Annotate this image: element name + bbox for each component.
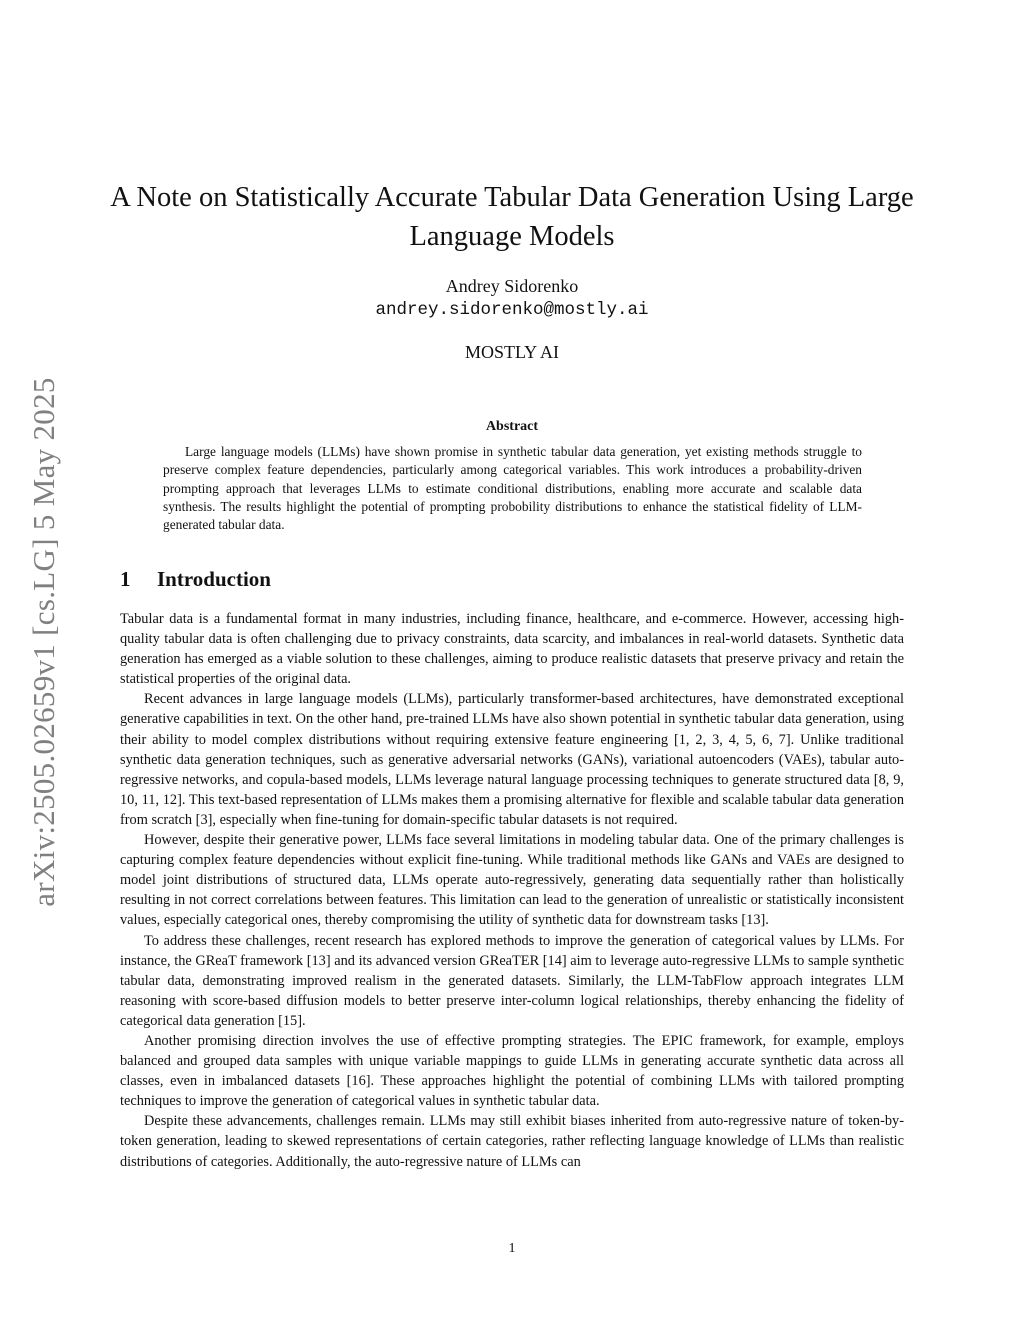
paper-title: A Note on Statistically Accurate Tabular Data Generation Using Large Language Models — [110, 182, 914, 252]
section-title: Introduction — [157, 567, 271, 591]
section-number: 1 — [120, 567, 131, 591]
author-affiliation: MOSTLY AI — [464, 342, 560, 362]
body-paragraph: Tabular data is a fundamental format in many industries, including finance, healthcare, and e-commerce. However, accessing high-quality tabular data is often challenging due to privacy constraints, data scarcity, and imbalances in real-world datasets. Synthetic data generation has emerged as a viable solution to these challenges, aiming to produce realistic datasets that preserve privacy and retain the statistical properties of the original data. — [120, 611, 904, 688]
body-paragraph: However, despite their generative power, LLMs face several limitations in modeling tabular data. One of the primary challenges is capturing complex feature dependencies without explicit fine-tuning. While traditional methods like GANs and VAEs are designed to model joint distributions of structured data, LLMs operate auto-regressively, generating data sequentially rather than holistically resulting in not correct correlations between features. This limitation can lead to the generation of unrealistic or statistically inconsistent values, especially categorical ones, thereby compromising the utility of synthetic data for downstream tasks [13]. — [120, 832, 904, 929]
arxiv-identifier: arXiv:2505.02659v1 [cs.LG] 5 May 2025 — [26, 377, 61, 907]
body-paragraph: Recent advances in large language models (LLMs), particularly transformer-based architectures, have demonstrated exceptional generative capabilities in text. On the other hand, pre-trained LLMs have also shown potential in synthetic tabular data generation, using their ability to model complex distributions without requiring extensive feature engineering [1, 2, 3, 4, 5, 6, 7]. Unlike traditional synthetic data generation techniques, such as generative adversarial networks (GANs), variational autoencoders (VAEs), tabular auto-regressive networks, and copula-based models, LLMs leverage natural language processing techniques to generate structured data [8, 9, 10, 11, 12]. This text-based representation of LLMs makes them a promising alternative for flexible and scalable tabular data generation from scratch [3], especially when fine-tuning for domain-specific tabular datasets is not required. — [120, 691, 904, 828]
section-body — [120, 609, 904, 1172]
author-name: Andrey Sidorenko — [445, 276, 579, 296]
abstract-text: Large language models (LLMs) have shown promise in synthetic tabular data generation, yet existing methods struggle to preserve complex feature dependencies, particularly among categorical variables. This work introduces a probability-driven prompting approach that leverages LLMs to estimate conditional distributions, enabling more accurate and scalable data synthesis. The results highlight the potential of prompting probobility distributions to enhance the statistical fidelity of LLM-generated tabular data. — [163, 444, 862, 533]
body-paragraph: Another promising direction involves the use of effective prompting strategies. The EPIC framework, for example, employs balanced and grouped data samples with unique variable mappings to guide LLMs in generating accurate synthetic data across all classes, even in imbalanced datasets [16]. These approaches highlight the potential of combining LLMs with tailored prompting techniques to improve the generation of categorical values in synthetic tabular data. — [120, 1032, 904, 1110]
page-number: 1 — [508, 1241, 516, 1256]
section-heading — [120, 565, 271, 593]
body-paragraph: Despite these advancements, challenges remain. LLMs may still exhibit biases inherited from auto-regressive nature of token-by-token generation, leading to skewed representations of certain categories, rather reflecting language knowledge of LLMs than realistic distributions of categories. Additionally, the auto-regressive nature of LLMs can — [120, 1113, 904, 1170]
author-email: andrey.sidorenko@mostly.ai — [375, 300, 649, 320]
body-paragraph: To address these challenges, recent research has explored methods to improve the generation of categorical values by LLMs. For instance, the GReaT framework [13] and its advanced version GReaTER [14] aim to leverage auto-regressive LLMs to sample synthetic tabular data, demonstrating improved realism in the generated datasets. Similarly, the LLM-TabFlow approach integrates LLM reasoning with score-based diffusion models to better preserve inter-column logical relationships, thereby enhancing the fidelity of categorical data generation [15]. — [120, 932, 904, 1029]
abstract-heading: Abstract — [485, 419, 539, 434]
